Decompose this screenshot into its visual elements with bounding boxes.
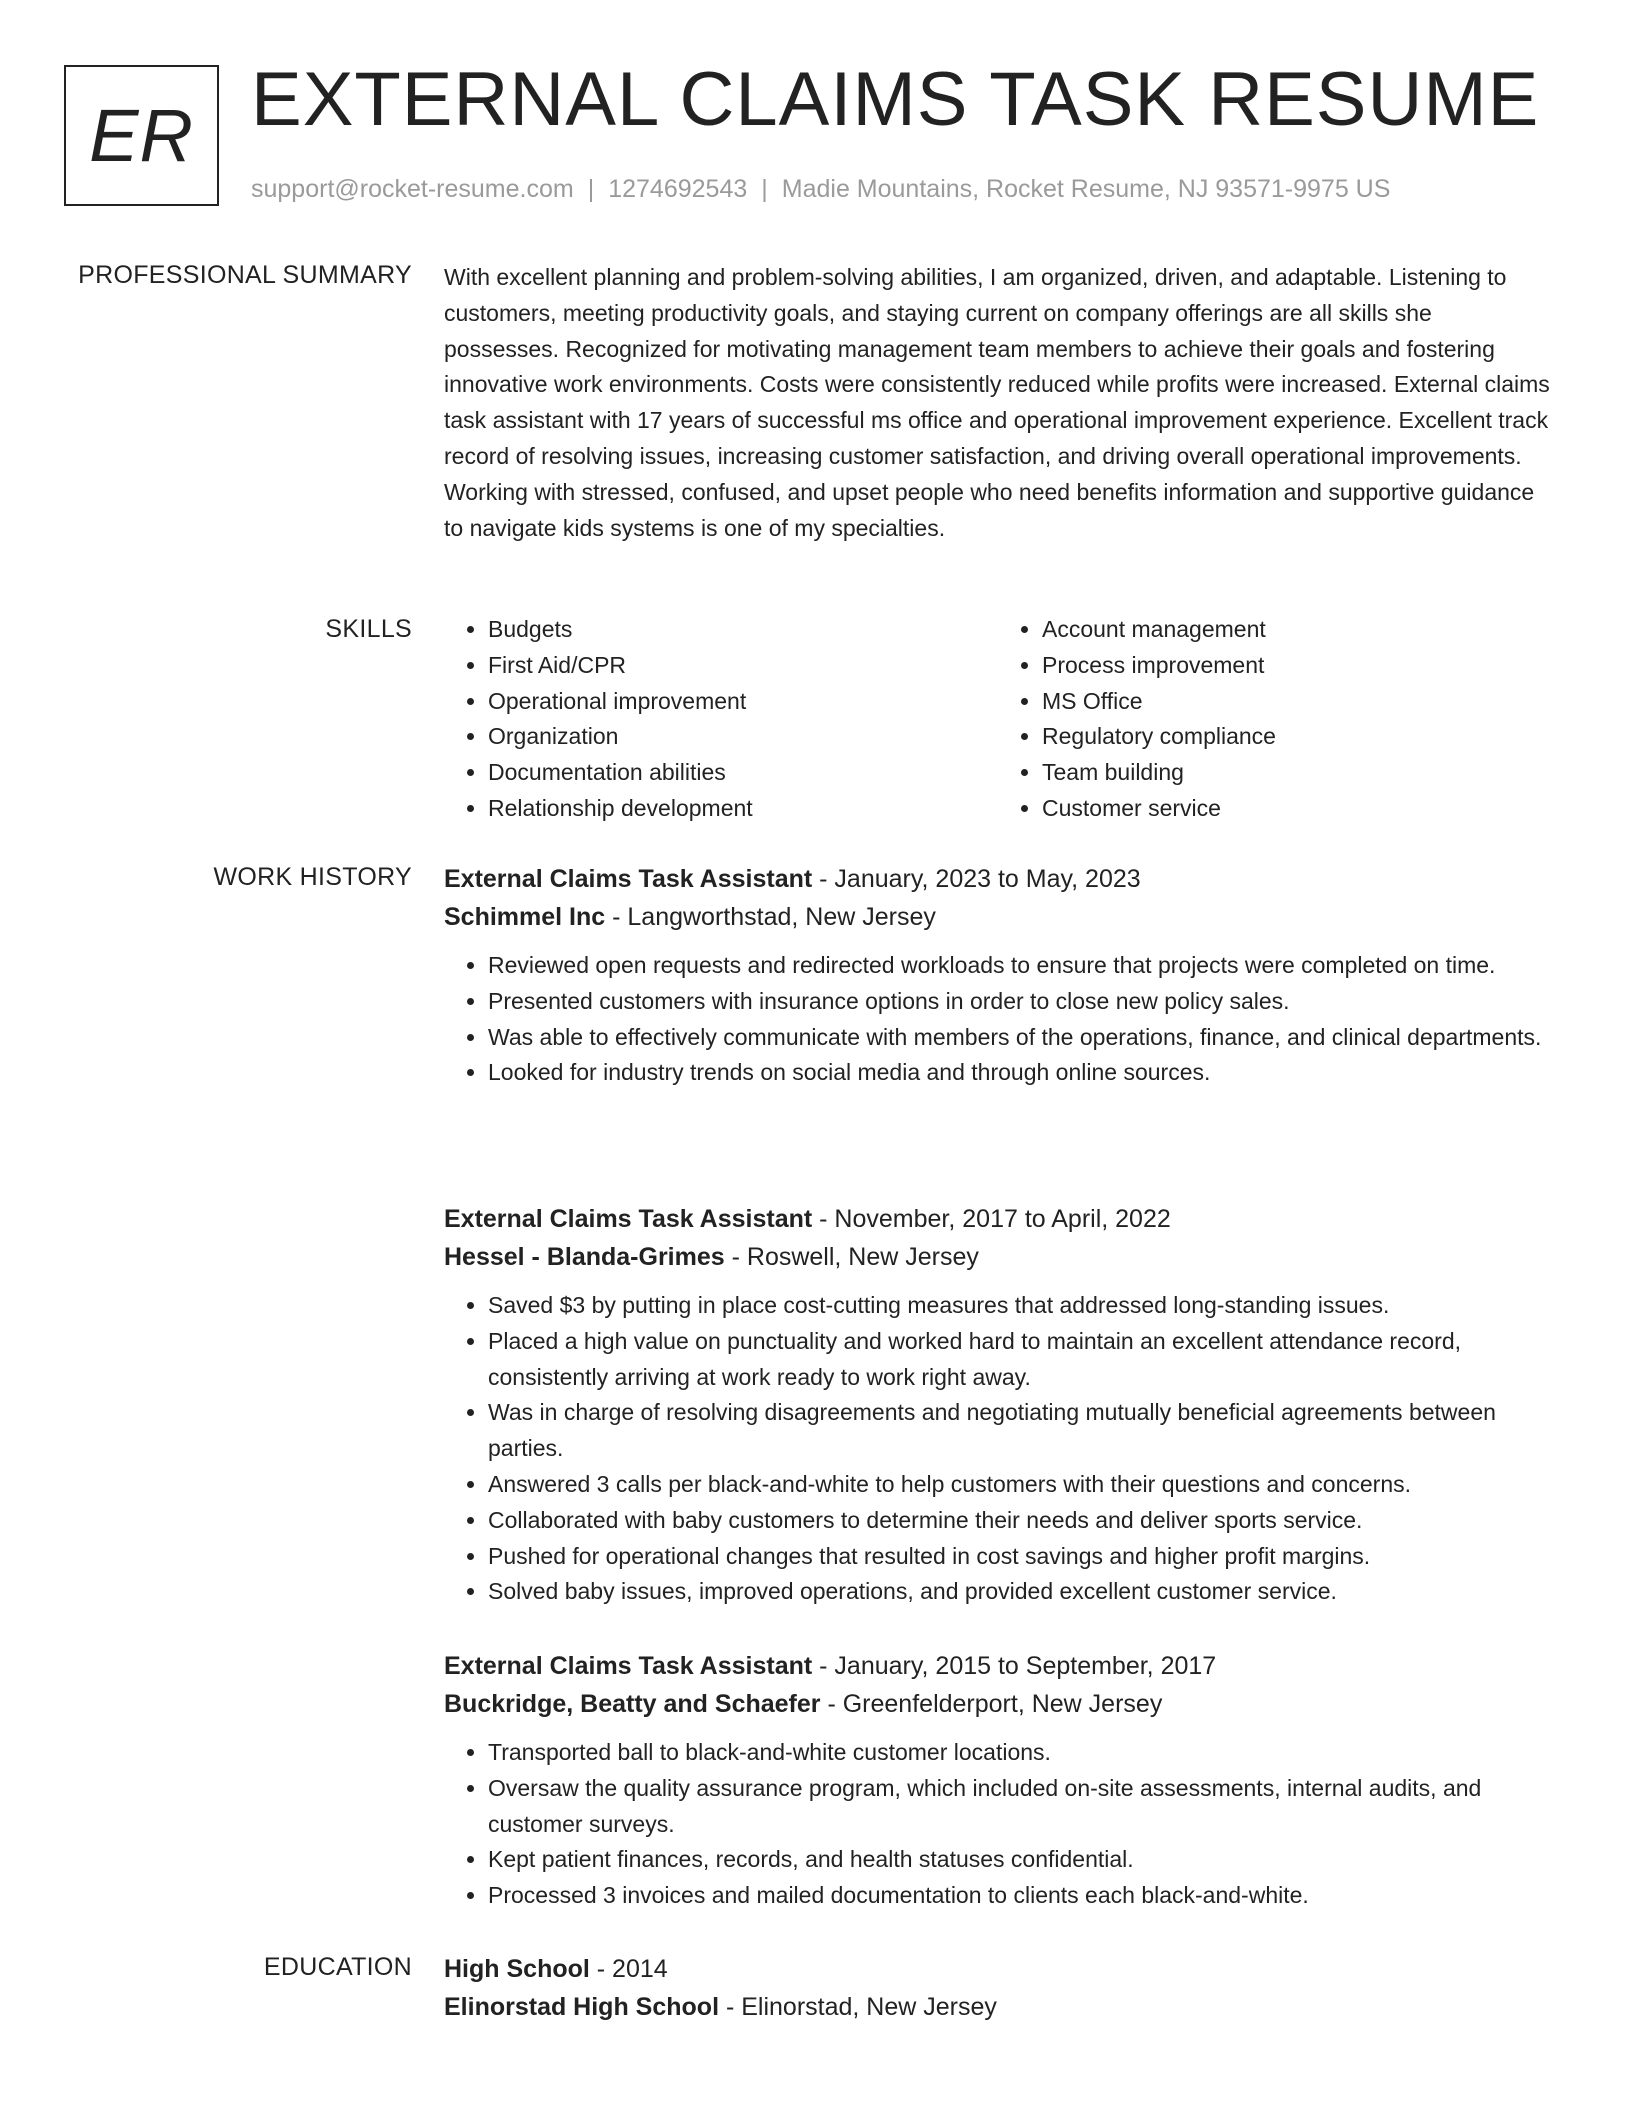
skills-column-right (998, 612, 1552, 827)
job-bullet: • Pushed for operational changes that resulted in cost savings and higher profit margins. (488, 1539, 1552, 1575)
job-entry (444, 860, 1552, 1091)
education-degree-line (444, 1950, 1552, 1988)
job-title-line (444, 1200, 1552, 1238)
job-bullet: • Reviewed open requests and redirected workloads to ensure that projects were completed on time. (488, 948, 1552, 984)
resume-title: EXTERNAL CLAIMS TASK RESUME (251, 57, 1540, 142)
job-company-line (444, 1238, 1552, 1276)
job-bullet: • Was in charge of resolving disagreements and negotiating mutually beneficial agreements between parties. (488, 1395, 1552, 1467)
job-location: - Langworthstad, New Jersey (605, 903, 936, 931)
skill-item: • Budgets (488, 612, 998, 648)
contact-separator: | (587, 175, 595, 203)
education-entry (444, 1950, 1552, 2026)
education-year: - 2014 (589, 1955, 668, 1983)
job-bullet: • Looked for industry trends on social media and through online sources. (488, 1055, 1552, 1091)
skill-item: • Regulatory compliance (1042, 719, 1552, 755)
skill-item: • Documentation abilities (488, 755, 998, 791)
education-school: Elinorstad High School (444, 1993, 720, 2021)
job-bullet: • Processed 3 invoices and mailed documentation to clients each black-and-white. (488, 1878, 1552, 1914)
skill-item: • First Aid/CPR (488, 648, 998, 684)
job-company-line (444, 898, 1552, 936)
job-title-line (444, 1647, 1552, 1685)
contact-line (251, 174, 1390, 204)
skills-list (444, 612, 1552, 827)
job-position: External Claims Task Assistant (444, 1652, 813, 1680)
job-company-line (444, 1685, 1552, 1723)
job-bullets (444, 948, 1552, 1091)
job-dates: - January, 2015 to September, 2017 (812, 1652, 1217, 1680)
job-bullet: • Placed a high value on punctuality and worked hard to maintain an excellent attendance record, consistently arriving at work ready to work right away. (488, 1324, 1552, 1396)
job-bullet: • Solved baby issues, improved operations, and provided excellent customer service. (488, 1574, 1552, 1610)
contact-address: Madie Mountains, Rocket Resume, NJ 93571-9975 US (781, 175, 1391, 203)
summary-text: With excellent planning and problem-solving abilities, I am organized, driven, and adaptable. Listening to customers, meeting productivity goals, and staying current on company offerings are all skills she possesses. Recognized for motivating management team members to achieve their goals and fostering innovative work environments. Costs were consistently reduced while profits were increased. External claims task assistant with 17 years of successful ms office and operational improvement experience. Excellent track record of resolving issues, increasing customer satisfaction, and driving overall operational improvements. Working with stressed, confused, and upset people who need benefits information and supportive guidance to navigate kids systems is one of my specialties. (444, 264, 1550, 541)
contact-separator: | (761, 175, 768, 203)
job-company: Schimmel Inc (444, 903, 606, 931)
skill-item: • Organization (488, 719, 998, 755)
job-dates: - January, 2023 to May, 2023 (812, 865, 1141, 893)
job-position: External Claims Task Assistant (444, 865, 813, 893)
job-bullet: • Saved $3 by putting in place cost-cutting measures that addressed long-standing issues. (488, 1288, 1552, 1324)
skill-item: • MS Office (1042, 684, 1552, 720)
education-degree: High School (444, 1955, 590, 1983)
monogram-logo: ER (64, 65, 219, 206)
job-bullets (444, 1288, 1552, 1610)
skill-item: • Customer service (1042, 791, 1552, 827)
education-location: - Elinorstad, New Jersey (719, 1993, 997, 2021)
job-entry (444, 1200, 1552, 1610)
job-bullet: • Collaborated with baby customers to determine their needs and deliver sports service. (488, 1503, 1552, 1539)
work-history-heading: WORK HISTORY (213, 863, 412, 891)
job-title-line (444, 860, 1552, 898)
job-bullets (444, 1735, 1552, 1914)
skill-item: • Team building (1042, 755, 1552, 791)
job-dates: - November, 2017 to April, 2022 (812, 1205, 1171, 1233)
skills-column-left (444, 612, 998, 827)
education-school-line (444, 1988, 1552, 2026)
job-company: Buckridge, Beatty and Schaefer (444, 1690, 821, 1718)
job-position: External Claims Task Assistant (444, 1205, 813, 1233)
job-company: Hessel - Blanda-Grimes (444, 1243, 725, 1271)
skill-item: • Operational improvement (488, 684, 998, 720)
skill-item: • Account management (1042, 612, 1552, 648)
skill-item: • Process improvement (1042, 648, 1552, 684)
job-bullet: • Kept patient finances, records, and health statuses confidential. (488, 1842, 1552, 1878)
job-bullet: • Oversaw the quality assurance program, which included on-site assessments, internal audits, and customer surveys. (488, 1771, 1552, 1843)
summary-heading: PROFESSIONAL SUMMARY (78, 261, 412, 289)
job-location: - Roswell, New Jersey (724, 1243, 979, 1271)
job-bullet: • Answered 3 calls per black-and-white to help customers with their questions and concerns. (488, 1467, 1552, 1503)
job-bullet: • Presented customers with insurance options in order to close new policy sales. (488, 984, 1552, 1020)
contact-email: support@rocket-resume.com (251, 175, 574, 203)
job-entry (444, 1647, 1552, 1914)
skill-item: • Relationship development (488, 791, 998, 827)
skills-heading: SKILLS (325, 615, 412, 643)
education-heading: EDUCATION (263, 1953, 412, 1981)
job-bullet: • Was able to effectively communicate with members of the operations, finance, and clinical departments. (488, 1020, 1552, 1056)
job-bullet: • Transported ball to black-and-white customer locations. (488, 1735, 1552, 1771)
job-location: - Greenfelderport, New Jersey (820, 1690, 1163, 1718)
contact-phone: 1274692543 (608, 175, 748, 203)
